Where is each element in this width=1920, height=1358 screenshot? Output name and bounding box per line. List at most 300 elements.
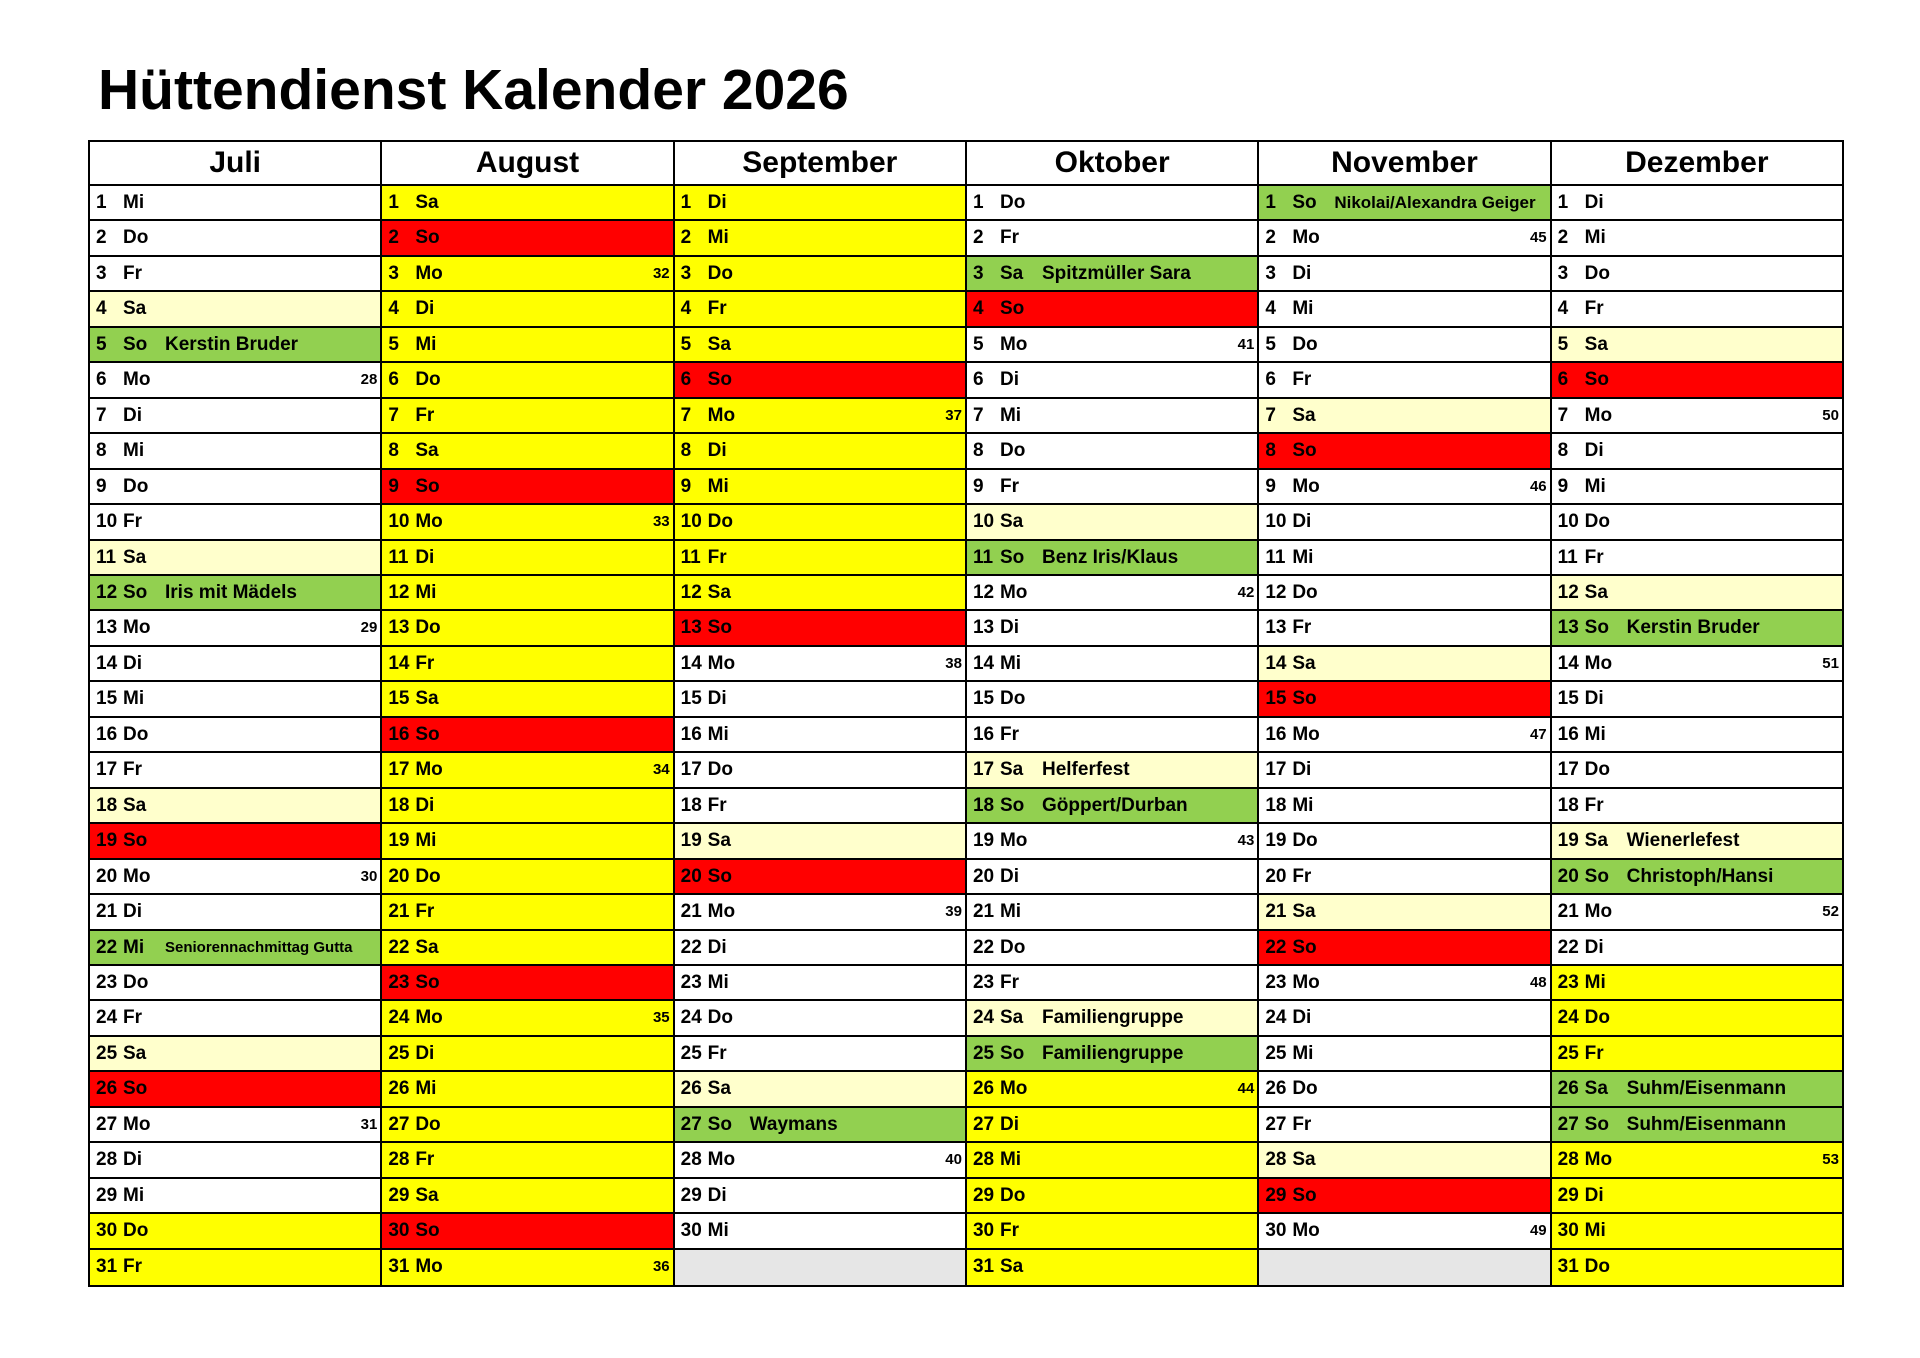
day-cell (382, 186, 672, 221)
weekday-label: Mi (999, 901, 1022, 923)
day-number: 3 (1557, 262, 1569, 284)
day-number: 25 (680, 1042, 702, 1064)
week-number: 39 (945, 903, 962, 921)
day-cell (1259, 1108, 1549, 1143)
day-number: 17 (1265, 759, 1287, 781)
calendar-table (88, 140, 1844, 1287)
day-cell (1259, 931, 1549, 966)
day-number: 1 (1265, 192, 1276, 213)
weekday-label: Sa (1292, 901, 1316, 923)
weekday-label: Mi (999, 1149, 1022, 1171)
weekday-label: Di (999, 1113, 1019, 1135)
day-number: 26 (680, 1078, 702, 1100)
day-cell (675, 824, 965, 859)
day-number: 18 (1557, 794, 1579, 816)
day-cell (967, 1072, 1257, 1107)
day-cell (90, 1179, 380, 1214)
weekday-label: Mi (1292, 546, 1314, 568)
day-number: 12 (680, 581, 702, 603)
weekday-label: Di (1584, 936, 1604, 958)
day-cell (1259, 682, 1549, 717)
day-number: 11 (1557, 546, 1578, 568)
day-number: 17 (972, 759, 995, 781)
day-number: 22 (1265, 936, 1287, 958)
day-number: 18 (1265, 794, 1287, 816)
day-cell (967, 221, 1257, 256)
day-number: 6 (1557, 369, 1569, 391)
month-header: Oktober (967, 142, 1257, 186)
day-cell (382, 860, 672, 895)
day-cell (1259, 1143, 1549, 1178)
day-cell (675, 186, 965, 221)
day-number: 28 (1265, 1149, 1287, 1171)
day-cell (967, 1108, 1257, 1143)
day-cell (1552, 1072, 1842, 1107)
day-cell (382, 505, 672, 540)
weekday-label: Fr (1292, 1113, 1312, 1135)
weekday-label: Sa (1292, 1149, 1316, 1171)
day-number: 7 (972, 404, 984, 426)
weekday-label: Mi (1584, 1220, 1606, 1242)
day-number: 10 (972, 511, 995, 533)
weekday-label: So (1584, 369, 1609, 391)
weekday-label: Mo (707, 652, 736, 674)
day-number: 28 (1557, 1149, 1579, 1171)
day-number: 31 (96, 1255, 118, 1277)
weekday-label: Sa (415, 1184, 439, 1206)
day-number: 2 (96, 227, 107, 249)
weekday-label: Mi (1584, 475, 1606, 497)
weekday-label: Sa (707, 1078, 731, 1100)
event-note: Kerstin Bruder (1626, 617, 1760, 639)
month-column (967, 142, 1259, 1285)
month-column (90, 142, 382, 1285)
weekday-label: Di (999, 617, 1019, 639)
day-cell (382, 647, 672, 682)
day-number: 6 (388, 369, 399, 391)
event-note: Familiengruppe (1041, 1007, 1184, 1029)
day-cell (382, 1143, 672, 1178)
day-number: 24 (972, 1007, 995, 1029)
day-cell (382, 1250, 672, 1285)
weekday-label: Do (999, 688, 1026, 710)
day-number: 15 (972, 688, 995, 710)
day-cell (675, 576, 965, 611)
day-cell (675, 931, 965, 966)
month-column (1552, 142, 1842, 1285)
day-number: 26 (972, 1078, 995, 1100)
day-cell (1552, 647, 1842, 682)
weekday-label: Sa (1584, 830, 1608, 852)
month-header: Dezember (1552, 142, 1842, 186)
day-cell (90, 257, 380, 292)
day-cell (382, 257, 672, 292)
day-number: 26 (1265, 1078, 1287, 1100)
weekday-label: Di (415, 298, 435, 320)
weekday-label: Fr (707, 1042, 727, 1064)
weekday-label: Di (1292, 262, 1312, 284)
day-number: 27 (96, 1113, 118, 1135)
weekday-label: Mo (415, 262, 443, 284)
day-number: 11 (972, 546, 994, 568)
weekday-label: Mo (415, 511, 443, 533)
day-cell (1552, 576, 1842, 611)
day-number: 8 (1557, 440, 1569, 462)
day-number: 9 (680, 475, 692, 497)
day-number: 16 (96, 723, 118, 745)
weekday-label: Di (123, 404, 142, 426)
day-cell (967, 611, 1257, 646)
day-cell (90, 647, 380, 682)
day-number: 2 (680, 227, 692, 249)
day-cell (675, 682, 965, 717)
weekday-label: Sa (123, 546, 147, 568)
weekday-label: Fr (123, 759, 142, 781)
event-note: Spitzmüller Sara (1041, 262, 1191, 284)
day-number: 19 (1265, 830, 1287, 852)
weekday-label: Mo (415, 1007, 443, 1029)
weekday-label: Mo (1292, 475, 1320, 497)
day-number: 22 (680, 936, 702, 958)
day-number: 13 (388, 617, 410, 639)
day-cell (382, 718, 672, 753)
day-cell (90, 824, 380, 859)
day-cell (1259, 895, 1549, 930)
weekday-label: Sa (123, 1042, 147, 1064)
day-number: 19 (388, 830, 410, 852)
day-cell (1259, 541, 1549, 576)
weekday-label: Mo (1584, 1149, 1613, 1171)
day-cell (1552, 257, 1842, 292)
day-cell (90, 1143, 380, 1178)
weekday-label: Fr (123, 1255, 142, 1277)
day-cell (382, 1072, 672, 1107)
day-number: 14 (96, 652, 118, 674)
day-cell (382, 1001, 672, 1036)
weekday-label: Fr (123, 511, 142, 533)
weekday-label: Fr (707, 546, 727, 568)
day-cell (1552, 470, 1842, 505)
day-number: 21 (680, 901, 702, 923)
day-number: 8 (96, 440, 107, 462)
week-number: 48 (1529, 973, 1547, 991)
day-cell (90, 682, 380, 717)
day-number: 23 (1557, 971, 1579, 993)
day-cell (967, 186, 1257, 221)
day-number: 7 (1557, 404, 1569, 426)
day-cell (967, 328, 1257, 363)
day-cell (382, 682, 672, 717)
day-cell (675, 541, 965, 576)
day-number: 30 (972, 1220, 995, 1242)
weekday-label: Di (415, 794, 435, 816)
weekday-label: Fr (999, 723, 1019, 745)
weekday-label: Fr (999, 475, 1019, 497)
day-number: 29 (1557, 1184, 1579, 1206)
day-number: 26 (388, 1078, 410, 1100)
day-number: 18 (972, 794, 995, 816)
day-cell (1259, 647, 1549, 682)
weekday-label: Do (707, 1007, 733, 1029)
day-number: 23 (96, 971, 118, 993)
day-cell (675, 505, 965, 540)
day-number: 24 (1557, 1007, 1579, 1029)
weekday-label: Do (123, 1220, 149, 1242)
day-number: 30 (1265, 1220, 1287, 1242)
day-cell (675, 328, 965, 363)
weekday-label: So (123, 830, 148, 852)
day-cell (90, 1214, 380, 1249)
weekday-label: So (999, 1042, 1025, 1064)
weekday-label: So (707, 865, 732, 887)
day-number: 27 (680, 1113, 702, 1135)
weekday-label: Do (1584, 262, 1610, 284)
weekday-label: Do (707, 262, 733, 284)
day-cell (1259, 1001, 1549, 1036)
day-number: 13 (1265, 617, 1287, 639)
weekday-label: Mi (1584, 971, 1606, 993)
weekday-label: Do (415, 369, 441, 391)
weekday-label: Di (1292, 1007, 1312, 1029)
event-note: Iris mit Mädels (165, 581, 297, 603)
week-number: 37 (945, 406, 962, 424)
day-number: 20 (1265, 865, 1287, 887)
day-cell (967, 1214, 1257, 1249)
day-number: 3 (388, 262, 399, 284)
weekday-label: Do (1584, 759, 1610, 781)
day-cell (90, 1001, 380, 1036)
weekday-label: Mi (415, 830, 437, 852)
weekday-label: Sa (1584, 1078, 1608, 1100)
day-number: 21 (96, 901, 118, 923)
weekday-label: Do (1292, 333, 1318, 355)
day-cell (675, 611, 965, 646)
weekday-label: Di (1584, 440, 1604, 462)
weekday-label: Di (1584, 688, 1604, 710)
weekday-label: Sa (123, 794, 147, 816)
event-note: Benz Iris/Klaus (1041, 546, 1179, 568)
day-number: 20 (680, 865, 702, 887)
day-number: 22 (388, 936, 410, 958)
day-cell (1552, 789, 1842, 824)
day-cell (90, 753, 380, 788)
day-cell (1259, 718, 1549, 753)
day-number: 8 (972, 440, 984, 462)
day-cell (90, 718, 380, 753)
day-number: 5 (1265, 333, 1276, 355)
day-cell (382, 1037, 672, 1072)
weekday-label: Mi (123, 192, 145, 213)
day-number: 12 (388, 581, 410, 603)
day-cell (382, 966, 672, 1001)
weekday-label: Sa (707, 581, 731, 603)
weekday-label: Di (1584, 1184, 1604, 1206)
weekday-label: Di (999, 865, 1019, 887)
day-number: 9 (96, 475, 107, 497)
day-number: 14 (680, 652, 702, 674)
event-note: Göppert/Durban (1041, 794, 1188, 816)
weekday-label: Fr (999, 1220, 1019, 1242)
day-cell (675, 753, 965, 788)
day-cell (675, 1037, 965, 1072)
day-cell (90, 1250, 380, 1285)
weekday-label: So (999, 794, 1025, 816)
day-cell (1552, 1037, 1842, 1072)
week-number: 32 (652, 264, 670, 282)
day-cell (1259, 1214, 1549, 1249)
event-note: Familiengruppe (1041, 1042, 1184, 1064)
day-cell (1259, 1037, 1549, 1072)
day-number: 30 (96, 1220, 118, 1242)
week-number: 38 (945, 654, 962, 672)
day-cell (967, 1143, 1257, 1178)
day-cell (675, 434, 965, 469)
day-number: 13 (972, 617, 995, 639)
weekday-label: Fr (1292, 617, 1312, 639)
event-note: Helferfest (1041, 759, 1130, 781)
day-number: 8 (680, 440, 692, 462)
day-number: 23 (1265, 971, 1287, 993)
day-number: 22 (96, 936, 118, 958)
weekday-label: Di (707, 936, 727, 958)
month-header: November (1259, 142, 1549, 186)
weekday-label: Mi (999, 652, 1022, 674)
day-number: 24 (680, 1007, 702, 1029)
weekday-label: Fr (415, 1149, 435, 1171)
event-note: Seniorennachmittag Gutta (165, 938, 353, 956)
weekday-label: Do (707, 511, 733, 533)
weekday-label: Sa (415, 688, 439, 710)
day-cell (1552, 434, 1842, 469)
day-cell (90, 186, 380, 221)
day-cell (1552, 860, 1842, 895)
day-cell (675, 221, 965, 256)
day-cell (967, 647, 1257, 682)
day-cell (1552, 328, 1842, 363)
day-cell (1552, 895, 1842, 930)
day-number: 5 (388, 333, 399, 355)
day-number: 9 (1557, 475, 1569, 497)
weekday-label: Mo (999, 333, 1028, 355)
day-cell (967, 541, 1257, 576)
day-cell (1552, 931, 1842, 966)
day-number: 17 (388, 759, 410, 781)
day-number: 3 (972, 262, 984, 284)
day-cell (675, 1143, 965, 1178)
weekday-label: So (1292, 936, 1317, 958)
day-number: 13 (96, 617, 118, 639)
weekday-label: Do (1292, 581, 1318, 603)
weekday-label: Do (1584, 1007, 1610, 1029)
week-number: 34 (652, 761, 670, 779)
day-number: 14 (972, 652, 995, 674)
weekday-label: Fr (707, 794, 727, 816)
weekday-label: Fr (1292, 369, 1312, 391)
event-note: Wienerlefest (1626, 830, 1740, 852)
day-number: 1 (96, 192, 107, 213)
day-cell (90, 328, 380, 363)
weekday-label: So (415, 227, 440, 249)
day-number: 6 (972, 369, 984, 391)
weekday-label: Sa (415, 936, 439, 958)
weekday-label: So (415, 475, 440, 497)
day-number: 23 (388, 971, 410, 993)
event-note: Suhm/Eisenmann (1626, 1078, 1787, 1100)
day-cell (675, 1179, 965, 1214)
day-cell (382, 1214, 672, 1249)
week-number: 40 (945, 1151, 962, 1169)
weekday-label: Sa (1584, 333, 1608, 355)
weekday-label: Do (999, 1184, 1026, 1206)
day-cell (382, 1108, 672, 1143)
day-cell (675, 1072, 965, 1107)
day-cell (675, 789, 965, 824)
day-cell (90, 1037, 380, 1072)
day-cell (382, 1179, 672, 1214)
day-number: 31 (388, 1255, 410, 1277)
day-cell (382, 753, 672, 788)
weekday-label: Do (123, 723, 149, 745)
day-cell (967, 931, 1257, 966)
weekday-label: Do (707, 759, 733, 781)
weekday-label: Di (123, 901, 142, 923)
weekday-label: Di (707, 192, 727, 213)
weekday-label: Mi (707, 227, 729, 249)
weekday-label: Mi (1292, 1042, 1314, 1064)
day-cell (967, 434, 1257, 469)
weekday-label: So (123, 333, 148, 355)
day-number: 11 (680, 546, 701, 568)
weekday-label: So (123, 581, 148, 603)
weekday-label: Di (415, 1042, 435, 1064)
month-column (675, 142, 967, 1285)
day-cell (1552, 1214, 1842, 1249)
day-number: 14 (388, 652, 410, 674)
day-number: 10 (1265, 511, 1287, 533)
day-number: 2 (388, 227, 399, 249)
empty-cell (675, 1250, 965, 1285)
day-number: 5 (1557, 333, 1569, 355)
day-cell (1259, 221, 1549, 256)
day-cell (675, 470, 965, 505)
day-number: 12 (1265, 581, 1287, 603)
day-cell (1259, 789, 1549, 824)
day-number: 21 (1265, 901, 1287, 923)
day-cell (90, 966, 380, 1001)
day-cell (1552, 966, 1842, 1001)
week-number: 46 (1529, 477, 1547, 495)
day-number: 2 (972, 227, 984, 249)
day-number: 7 (388, 404, 399, 426)
weekday-label: Mo (1584, 901, 1613, 923)
day-cell (967, 1179, 1257, 1214)
weekday-label: Mo (999, 581, 1028, 603)
day-cell (1259, 576, 1549, 611)
day-cell (382, 576, 672, 611)
month-header: Juli (90, 142, 380, 186)
day-number: 7 (680, 404, 692, 426)
day-cell (967, 257, 1257, 292)
page-title: Hüttendienst Kalender 2026 (98, 58, 849, 122)
day-number: 13 (680, 617, 702, 639)
week-number: 36 (652, 1257, 670, 1275)
weekday-label: Mo (123, 1113, 151, 1135)
weekday-label: Fr (415, 404, 435, 426)
weekday-label: Mi (123, 936, 145, 958)
day-number: 17 (96, 759, 118, 781)
day-cell (967, 505, 1257, 540)
day-cell (1259, 363, 1549, 398)
